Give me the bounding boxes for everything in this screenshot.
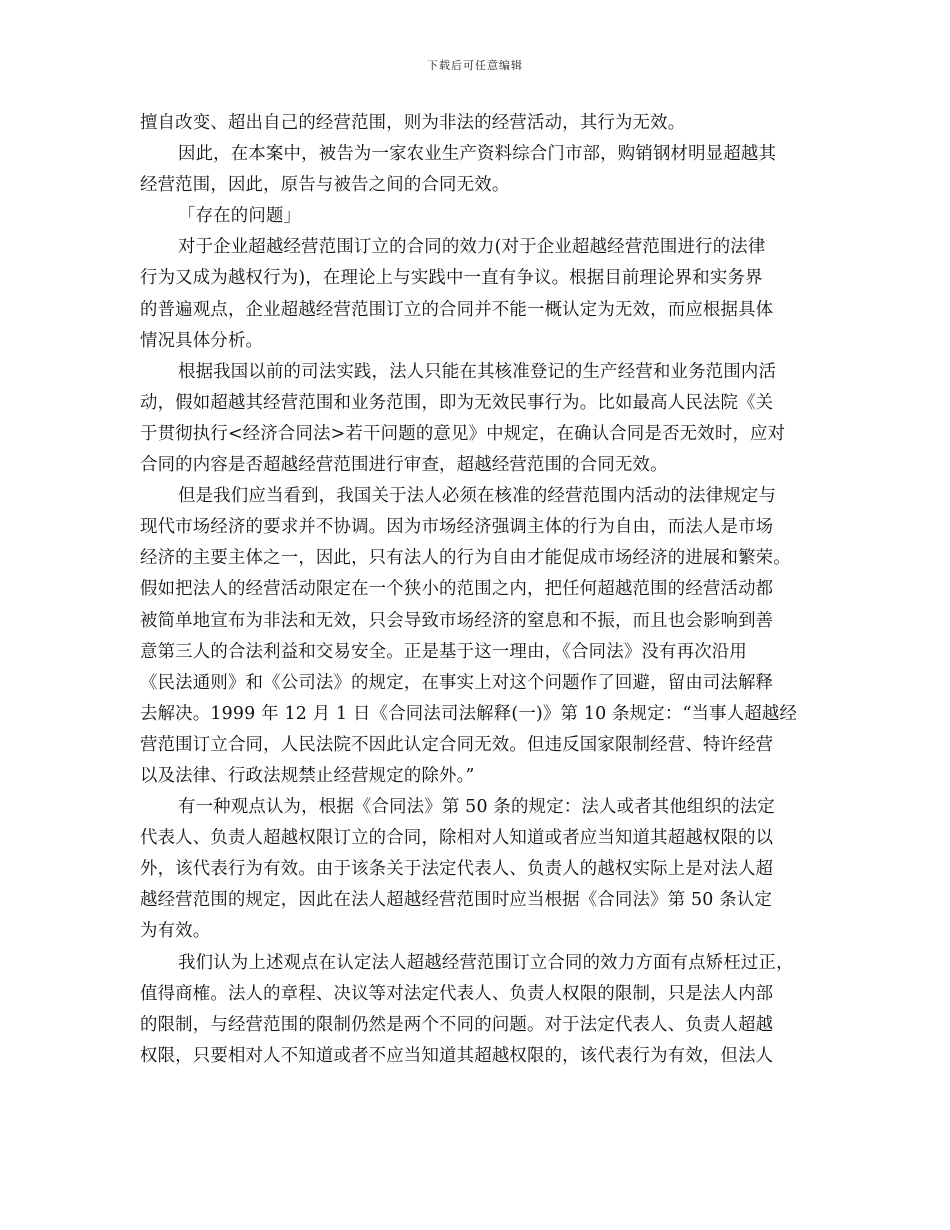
text-line: 意第三人的合法利益和交易安全。正是基于这一理由，《合同法》没有再次沿用 [140, 641, 747, 662]
text-line: 根据我国以前的司法实践，法人只能在其核准登记的生产经营和业务范围内活 [178, 361, 777, 382]
text-line: 《民法通则》和《公司法》的规定，在事实上对这个问题作了回避，留由司法解释 [140, 672, 774, 693]
text-line: 的限制，与经营范围的限制仍然是两个不同的问题。对于法定代表人、负责人超越 [140, 1014, 774, 1035]
text-line: 动，假如超越其经营范围和业务范围，即为无效民事行为。比如最高人民法院《关 [140, 392, 774, 413]
section-heading: 「存在的问题」 [178, 206, 302, 227]
text-line: 对于企业超越经营范围订立的合同的效力(对于企业超越经营范围进行的法律 [178, 237, 766, 258]
text-line: 营范围订立合同，人民法院不因此认定合同无效。但违反国家限制经营、特许经营 [140, 734, 774, 755]
page-header: 下载后可任意编辑 [427, 59, 523, 72]
text-line: 权限，只要相对人不知道或者不应当知道其超越权限的，该代表行为有效，但法人 [140, 1045, 774, 1066]
document-body [140, 108, 815, 1072]
text-line: 假如把法人的经营活动限定在一个狭小的范围之内，把任何超越范围的经营活动都 [140, 579, 774, 600]
text-line: 合同的内容是否超越经营范围进行审查，超越经营范围的合同无效。 [140, 455, 668, 476]
text-line: 的普遍观点，企业超越经营范围订立的合同并不能一概认定为无效，而应根据具体 [140, 299, 774, 320]
text-line: 值得商榷。法人的章程、决议等对法定代表人、负责人权限的限制，只是法人内部 [140, 983, 774, 1004]
text-line: 现代市场经济的要求并不协调。因为市场经济强调主体的行为自由，而法人是市场 [140, 517, 774, 538]
text-line: 经济的主要主体之一，因此，只有法人的行为自由才能促成市场经济的进展和繁荣。 [140, 548, 791, 569]
text-line: 代表人、负责人超越权限订立的合同，除相对人知道或者应当知道其超越权限的以 [140, 828, 774, 849]
text-line: 我们认为上述观点在认定法人超越经营范围订立合同的效力方面有点矫枉过正， [178, 952, 794, 973]
text-line: 越经营范围的规定，因此在法人超越经营范围时应当根据《合同法》第 50 条认定 [140, 890, 773, 911]
text-line: 情况具体分析。 [140, 330, 264, 351]
text-line: 以及法律、行政法规禁止经营规定的除外。” [140, 765, 475, 786]
text-line: 为有效。 [140, 921, 211, 942]
text-line: 擅自改变、超出自己的经营范围，则为非法的经营活动，其行为无效。 [140, 113, 686, 133]
text-line: 外，该代表行为有效。由于该条关于法定代表人、负责人的越权实际上是对法人超 [140, 859, 774, 880]
text-line: 于贯彻执行<经济合同法>若干问题的意见》中规定，在确认合同是否无效时，应对 [140, 423, 786, 444]
text-line: 有一种观点认为，根据《合同法》第 50 条的规定：法人或者其他组织的法定 [178, 797, 775, 818]
text-line: 但是我们应当看到，我国关于法人必须在核准的经营范围内活动的法律规定与 [178, 486, 777, 507]
text-line: 行为又成为越权行为)，在理论上与实践中一直有争议。根据目前理论界和实务界 [140, 268, 763, 289]
text-line: 被简单地宣布为非法和无效，只会导致市场经济的窒息和不振，而且也会影响到善 [140, 610, 774, 631]
text-line: 去解决。1999 年 12 月 1 日《合同法司法解释(一)》第 10 条规定：“当事人超越经 [140, 703, 798, 724]
text-line: 经营范围，因此，原告与被告之间的合同无效。 [140, 175, 510, 196]
text-line: 因此，在本案中，被告为一家农业生产资料综合门市部，购销钢材明显超越其 [178, 144, 777, 165]
